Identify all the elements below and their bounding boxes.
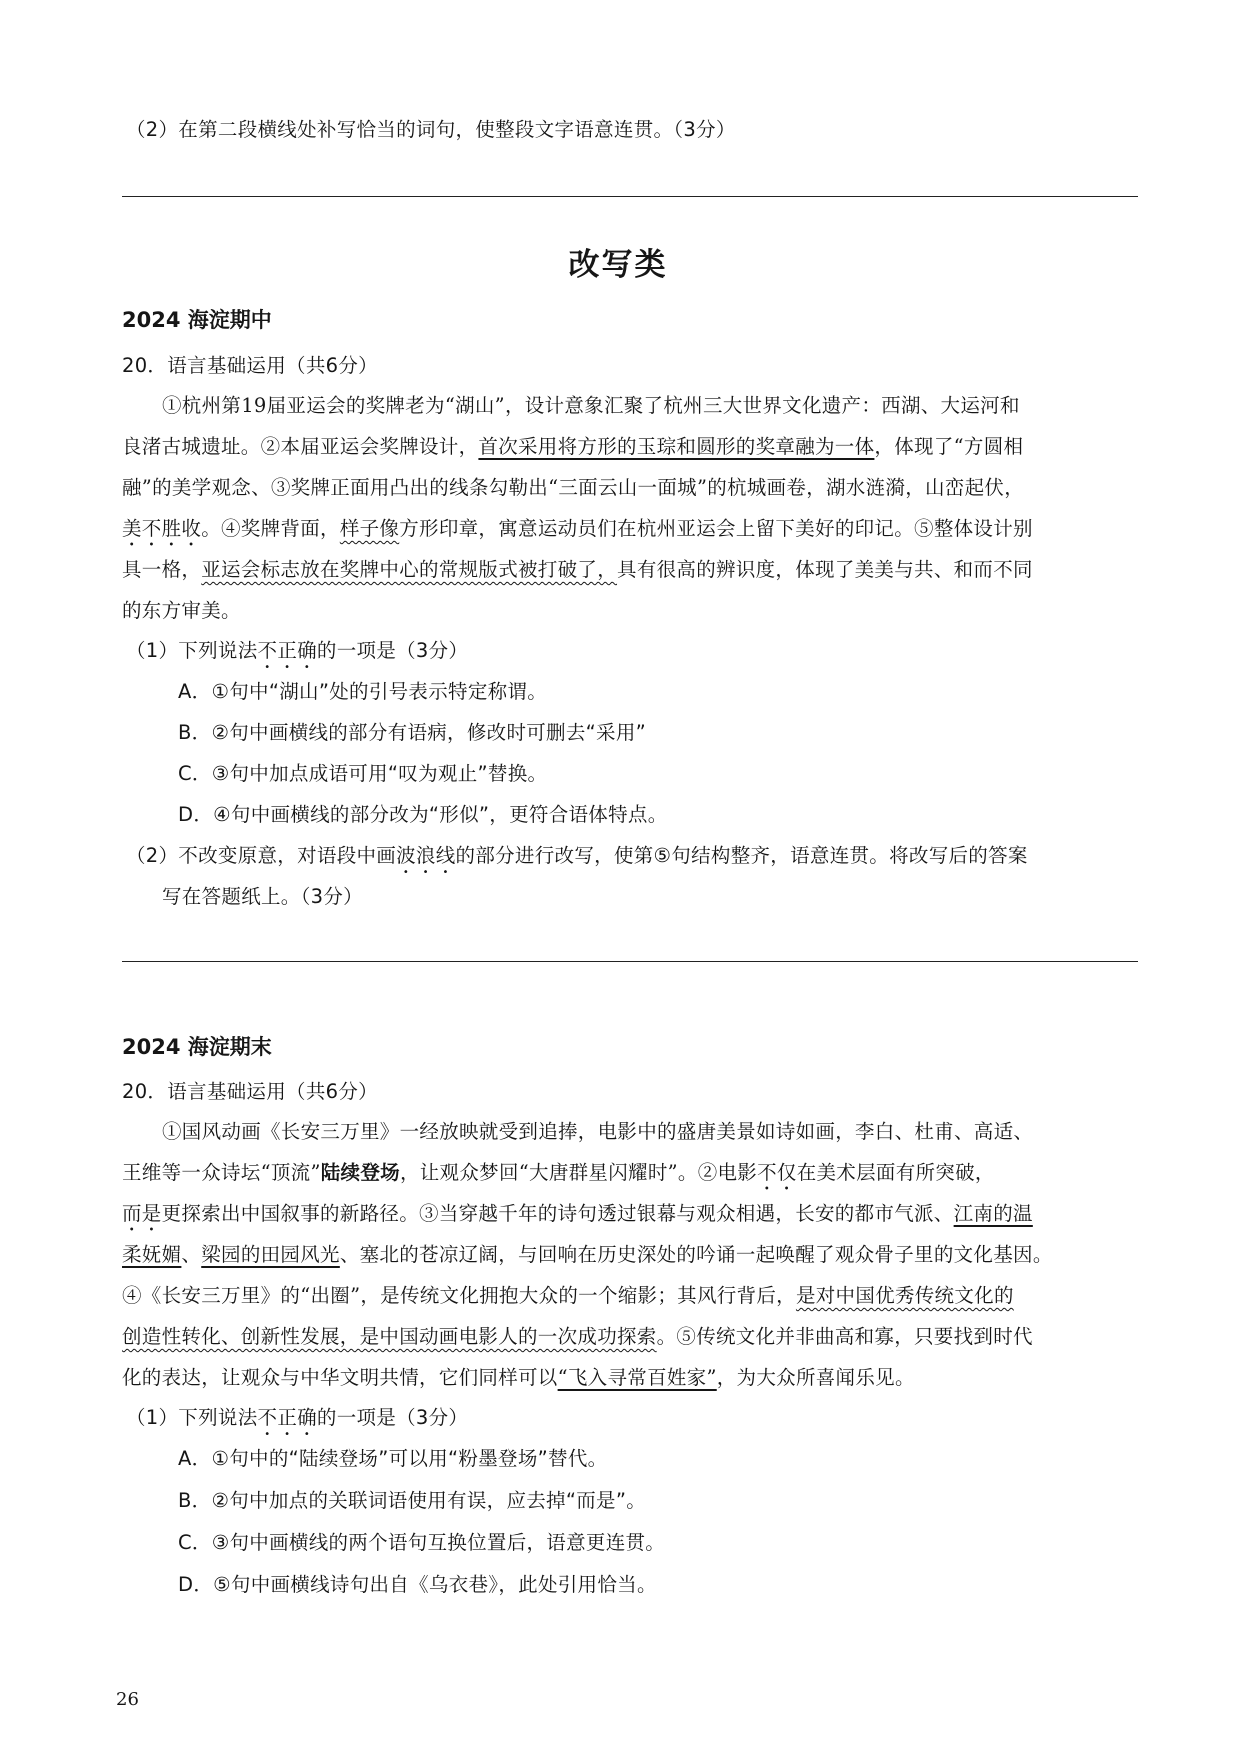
- text-span: ，体现了“方圆相: [874, 435, 1024, 458]
- dotted-idiom: 美不胜收: [122, 517, 202, 540]
- underlined-phrase: 江南的温: [953, 1202, 1033, 1225]
- dotted-word: 不正确: [257, 639, 317, 662]
- dotted-word: 不正确: [257, 1406, 317, 1429]
- exam1-question-header: 20．语言基础运用（共6分）: [122, 354, 378, 377]
- text-span: 王维等一众诗坛“顶流”: [122, 1161, 321, 1184]
- exam1-passage-line-3: 融”的美学观念、③奖牌正面用凸出的线条勾勒出“三面云山一面城”的杭城画卷，湖水涟漪，山峦起伏，: [122, 476, 1025, 499]
- text-span: ④《长安三万里》的“出圈”，是传统文化拥抱大众的一个缩影；其风行背后，: [122, 1284, 796, 1307]
- section-title: 改写类: [568, 247, 668, 283]
- dotted-word: 而是: [122, 1202, 162, 1225]
- text-span: 更探索出中国叙事的新路径。③当穿越千年的诗句透过银幕与观众相遇，长安的都市气派、: [161, 1202, 954, 1225]
- exam2-passage-line-1: ①国风动画《长安三万里》一经放映就受到追捧，电影中的盛唐美景如诗如画，李白、杜甫、高适、: [162, 1120, 1034, 1143]
- exam2-passage-line-3: [122, 1200, 1033, 1236]
- exam2-option-b: B．②句中加点的关联词语使用有误，应去掉“而是”。: [178, 1489, 647, 1512]
- exam2-passage-line-2: [122, 1159, 995, 1195]
- text-span: 的一项是（3分）: [316, 639, 469, 662]
- exam2-passage-line-4: [122, 1241, 1053, 1269]
- exam2-title: 2024 海淀期末: [122, 1035, 272, 1059]
- exam2-passage-line-6: [122, 1323, 1033, 1351]
- text-span: 。④奖牌背面，: [201, 517, 340, 540]
- text-span: 、: [181, 1243, 202, 1266]
- text-span: （2）不改变原意，对语段中画: [126, 844, 397, 867]
- underlined-phrase: 梁园的田园风光: [201, 1243, 340, 1266]
- exam1-passage-line-4: [122, 515, 1033, 551]
- text-span: 化的表达，让观众与中华文明共情，它们同样可以: [122, 1366, 558, 1389]
- text-span: 在美术层面有所突破，: [796, 1161, 995, 1184]
- underlined-phrase: 柔妩媚: [122, 1243, 182, 1266]
- exam2-passage-line-5: [122, 1282, 1014, 1310]
- underlined-phrase: 样子像: [339, 517, 400, 540]
- divider-top: [122, 196, 1138, 197]
- exam2-subquestion-1: [126, 1404, 468, 1440]
- text-span: 方形印章，寓意运动员们在杭州亚运会上留下美好的印记。⑤整体设计别: [399, 517, 1033, 540]
- dotted-word: 波浪线: [396, 844, 456, 867]
- bold-phrase: 陆续登场: [320, 1161, 400, 1184]
- wavy-underlined-phrase: 亚运会标志放在奖牌中心的常规版式被打破了，: [201, 558, 618, 581]
- text-span: 良渚古城遗址。②本届亚运会奖牌设计，: [122, 435, 479, 458]
- exam2-option-c: C．③句中画横线的两个语句互换位置后，语意更连贯。: [178, 1531, 666, 1554]
- text-span: 、塞北的苍凉辽阔，与回响在历史深处的吟诵一起唤醒了观众骨子里的文化基因。: [339, 1243, 1053, 1266]
- text-span: 的一项是（3分）: [316, 1406, 469, 1429]
- underlined-phrase: 首次采用将方形的玉琮和圆形的奖章融为一体: [478, 435, 875, 458]
- exam1-option-c: C．③句中加点成语可用“叹为观止”替换。: [178, 762, 548, 785]
- text-span: 的部分进行改写，使第⑤句结构整齐，语意连贯。将改写后的答案: [455, 844, 1028, 867]
- exam1-option-d: D．④句中画横线的部分改为“形似”，更符合语体特点。: [178, 803, 668, 826]
- exam2-passage-line-7: [122, 1364, 915, 1392]
- exam2-option-d: D．⑤句中画横线诗句出自《乌衣巷》，此处引用恰当。: [178, 1573, 657, 1596]
- wavy-underlined-phrase: 是对中国优秀传统文化的: [795, 1284, 1014, 1307]
- exam1-subquestion-2: [126, 842, 1028, 878]
- text-span: 具有很高的辨识度，体现了美美与共、和而不同: [617, 558, 1033, 581]
- exam1-passage-line-2: [122, 433, 1023, 461]
- divider-middle: [122, 961, 1138, 962]
- exam1-passage-line-1: ①杭州第19届亚运会的奖牌老为“湖山”，设计意象汇聚了杭州三大世界文化遗产：西湖、大运河和: [162, 394, 1020, 417]
- exam1-option-b: B．②句中画横线的部分有语病，修改时可删去“采用”: [178, 721, 647, 744]
- text-span: ，为大众所喜闻乐见。: [716, 1366, 915, 1389]
- exam1-option-a: A．①句中“湖山”处的引号表示特定称谓。: [178, 680, 548, 703]
- exam2-question-header: 20．语言基础运用（共6分）: [122, 1080, 378, 1103]
- page-number: 26: [116, 1689, 139, 1710]
- text-span: 具一格，: [122, 558, 202, 581]
- exam1-subquestion-1: [126, 637, 468, 673]
- exam2-option-a: A．①句中的“陆续登场”可以用“粉墨登场”替代。: [178, 1447, 608, 1470]
- text-span: （1）下列说法: [126, 639, 258, 662]
- exam1-passage-line-5: [122, 556, 1033, 584]
- top-question: （2）在第二段横线处补写恰当的词句，使整段文字语意连贯。（3分）: [126, 118, 736, 141]
- text-span: （1）下列说法: [126, 1406, 258, 1429]
- exam1-subquestion-2-cont: 写在答题纸上。（3分）: [162, 885, 363, 908]
- exam1-passage-line-6: 的东方审美。: [122, 599, 241, 622]
- wavy-underlined-phrase: 创造性转化、创新性发展，是中国动画电影人的一次成功探索: [122, 1325, 657, 1348]
- dotted-word: 不仅: [757, 1161, 797, 1184]
- text-span: 。⑤传统文化并非曲高和寡，只要找到时代: [656, 1325, 1033, 1348]
- text-span: ，让观众梦回“大唐群星闪耀时”。②电影: [399, 1161, 758, 1184]
- exam1-title: 2024 海淀期中: [122, 308, 272, 332]
- underlined-phrase: “飞入寻常百姓家”: [557, 1366, 717, 1389]
